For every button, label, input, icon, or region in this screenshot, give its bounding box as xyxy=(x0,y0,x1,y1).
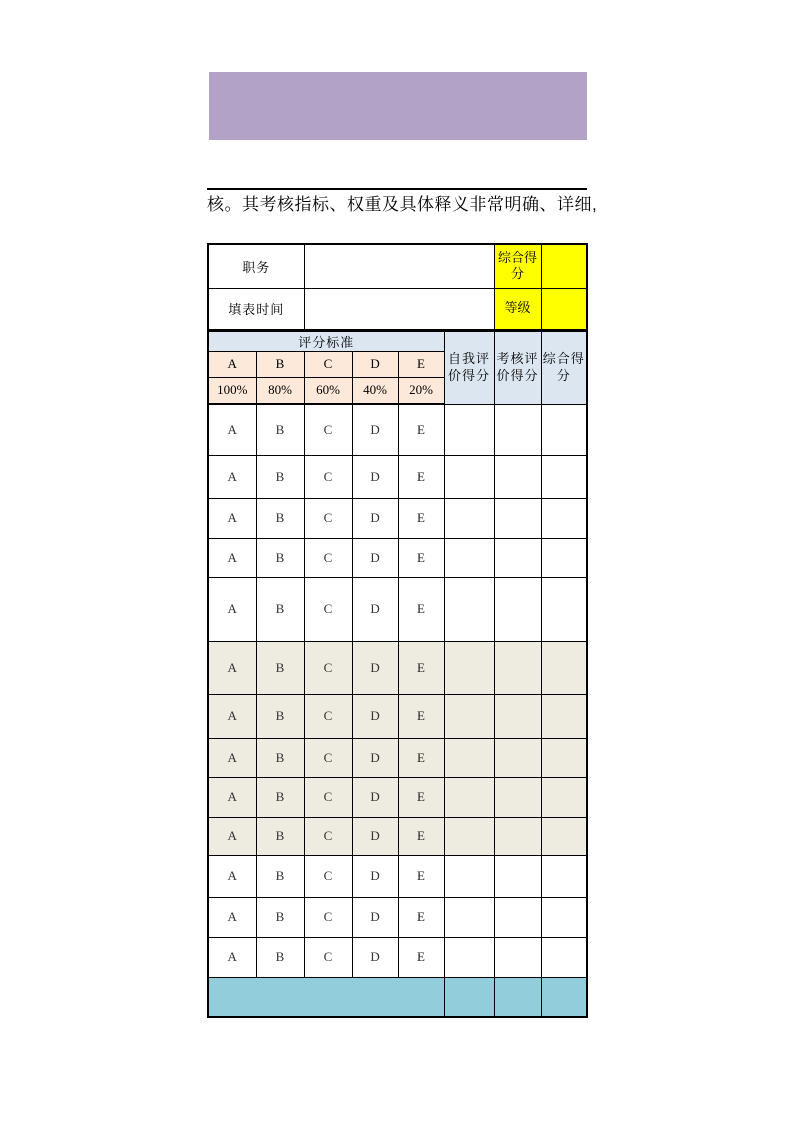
grade-option-cell[interactable]: C xyxy=(304,498,352,538)
review-score-cell[interactable] xyxy=(494,498,541,538)
date-value-cell[interactable] xyxy=(304,288,494,330)
grade-option-cell[interactable]: C xyxy=(304,455,352,498)
weight-header-cell: 60% xyxy=(304,377,352,404)
total-score-cell[interactable] xyxy=(541,404,587,455)
grade-option-cell[interactable]: A xyxy=(208,577,256,641)
review-score-cell[interactable] xyxy=(494,404,541,455)
total-score-cell[interactable] xyxy=(541,641,587,694)
grade-option-cell[interactable]: B xyxy=(256,538,304,577)
table-row xyxy=(208,694,587,738)
grade-option-cell[interactable]: E xyxy=(398,538,444,577)
position-row xyxy=(208,244,587,288)
grade-option-cell[interactable]: B xyxy=(256,738,304,777)
grade-option-cell[interactable]: A xyxy=(208,455,256,498)
table-row xyxy=(208,455,587,498)
grade-option-cell[interactable]: A xyxy=(208,694,256,738)
grade-option-cell[interactable]: E xyxy=(398,855,444,897)
self-score-cell[interactable] xyxy=(444,817,494,855)
date-label: 填表时间 xyxy=(208,288,304,330)
weight-header-cell: 40% xyxy=(352,377,398,404)
table-row xyxy=(208,777,587,817)
grade-option-cell[interactable]: C xyxy=(304,538,352,577)
review-score-cell[interactable] xyxy=(494,937,541,977)
review-score-column-header: 考核评价得分 xyxy=(494,330,541,404)
grade-option-cell[interactable]: B xyxy=(256,455,304,498)
grade-header-cell: D xyxy=(352,351,398,377)
self-score-cell[interactable] xyxy=(444,777,494,817)
grade-option-cell[interactable]: E xyxy=(398,937,444,977)
total-score-column-header: 综合得分 xyxy=(541,330,587,404)
grade-option-cell[interactable]: A xyxy=(208,538,256,577)
grade-option-cell[interactable]: B xyxy=(256,897,304,937)
grade-option-cell[interactable]: D xyxy=(352,817,398,855)
grade-option-cell[interactable]: C xyxy=(304,738,352,777)
footer-merged-cell xyxy=(208,977,444,1017)
grade-option-cell[interactable]: D xyxy=(352,404,398,455)
grade-option-cell[interactable]: D xyxy=(352,738,398,777)
grade-option-cell[interactable]: A xyxy=(208,937,256,977)
grade-option-cell[interactable]: E xyxy=(398,694,444,738)
self-score-cell[interactable] xyxy=(444,897,494,937)
grade-option-cell[interactable]: E xyxy=(398,455,444,498)
self-score-cell[interactable] xyxy=(444,577,494,641)
total-score-cell[interactable] xyxy=(541,777,587,817)
overall-score-label: 综合得分 xyxy=(494,244,541,288)
total-score-cell[interactable] xyxy=(541,694,587,738)
review-score-cell[interactable] xyxy=(494,694,541,738)
grade-option-cell[interactable]: D xyxy=(352,538,398,577)
grade-option-cell[interactable]: B xyxy=(256,855,304,897)
scoring-standard-title: 评分标准 xyxy=(208,330,444,351)
total-score-cell[interactable] xyxy=(541,455,587,498)
grade-option-cell[interactable]: B xyxy=(256,498,304,538)
grade-option-cell[interactable]: E xyxy=(398,641,444,694)
grade-option-cell[interactable]: C xyxy=(304,817,352,855)
grade-header-cell: B xyxy=(256,351,304,377)
grade-header-cell: E xyxy=(398,351,444,377)
self-score-cell[interactable] xyxy=(444,738,494,777)
weight-header-cell: 80% xyxy=(256,377,304,404)
date-row xyxy=(208,288,587,330)
position-label: 职务 xyxy=(208,244,304,288)
review-score-cell[interactable] xyxy=(494,855,541,897)
grade-option-cell[interactable]: B xyxy=(256,404,304,455)
grade-option-cell[interactable]: C xyxy=(304,777,352,817)
self-score-cell[interactable] xyxy=(444,404,494,455)
overall-score-value-cell[interactable] xyxy=(541,244,587,288)
grade-option-cell[interactable]: A xyxy=(208,738,256,777)
review-score-cell[interactable] xyxy=(494,777,541,817)
footer-total-score-cell[interactable] xyxy=(541,977,587,1017)
grade-option-cell[interactable]: D xyxy=(352,498,398,538)
review-score-cell[interactable] xyxy=(494,538,541,577)
self-score-cell[interactable] xyxy=(444,455,494,498)
grade-option-cell[interactable]: E xyxy=(398,817,444,855)
evaluation-table xyxy=(207,243,588,1018)
self-score-cell[interactable] xyxy=(444,937,494,977)
grade-option-cell[interactable]: D xyxy=(352,897,398,937)
grade-header-cell: A xyxy=(208,351,256,377)
table-row xyxy=(208,738,587,777)
grade-option-cell[interactable]: C xyxy=(304,577,352,641)
table-row xyxy=(208,577,587,641)
grade-option-cell[interactable]: E xyxy=(398,897,444,937)
grade-option-cell[interactable]: A xyxy=(208,855,256,897)
self-score-cell[interactable] xyxy=(444,498,494,538)
grade-option-cell[interactable]: E xyxy=(398,738,444,777)
total-score-cell[interactable] xyxy=(541,577,587,641)
review-score-cell[interactable] xyxy=(494,897,541,937)
total-score-cell[interactable] xyxy=(541,817,587,855)
grade-option-cell[interactable]: D xyxy=(352,455,398,498)
grade-header-cell: C xyxy=(304,351,352,377)
self-score-column-header: 自我评价得分 xyxy=(444,330,494,404)
review-score-cell[interactable] xyxy=(494,817,541,855)
grade-option-cell[interactable]: C xyxy=(304,855,352,897)
total-score-cell[interactable] xyxy=(541,937,587,977)
scoring-header-row xyxy=(208,330,587,351)
table-row xyxy=(208,855,587,897)
weight-header-cell: 20% xyxy=(398,377,444,404)
self-score-cell[interactable] xyxy=(444,694,494,738)
grade-option-cell[interactable]: D xyxy=(352,855,398,897)
intro-paragraph: 核。其考核指标、权重及具体释义非常明确、详细, xyxy=(207,188,587,217)
review-score-cell[interactable] xyxy=(494,577,541,641)
grade-option-cell[interactable]: C xyxy=(304,897,352,937)
grade-option-cell[interactable]: B xyxy=(256,937,304,977)
grade-option-cell[interactable]: A xyxy=(208,498,256,538)
table-row xyxy=(208,817,587,855)
table-row xyxy=(208,498,587,538)
position-value-cell[interactable] xyxy=(304,244,494,288)
grade-option-cell[interactable]: C xyxy=(304,937,352,977)
self-score-cell[interactable] xyxy=(444,641,494,694)
grade-option-cell[interactable]: A xyxy=(208,777,256,817)
grade-option-cell[interactable]: C xyxy=(304,641,352,694)
grade-option-cell[interactable]: E xyxy=(398,404,444,455)
weight-header-cell: 100% xyxy=(208,377,256,404)
grade-option-cell[interactable]: E xyxy=(398,777,444,817)
grade-option-cell[interactable]: D xyxy=(352,937,398,977)
footer-self-score-cell[interactable] xyxy=(444,977,494,1017)
grade-option-cell[interactable]: A xyxy=(208,641,256,694)
grade-value-cell[interactable] xyxy=(541,288,587,330)
grade-option-cell[interactable]: B xyxy=(256,577,304,641)
grade-option-cell[interactable]: C xyxy=(304,404,352,455)
table-row xyxy=(208,404,587,455)
title-banner xyxy=(209,72,587,140)
total-score-cell[interactable] xyxy=(541,538,587,577)
total-score-cell[interactable] xyxy=(541,498,587,538)
grade-option-cell[interactable]: C xyxy=(304,694,352,738)
table-row xyxy=(208,641,587,694)
self-score-cell[interactable] xyxy=(444,855,494,897)
grade-option-cell[interactable]: D xyxy=(352,641,398,694)
total-score-cell[interactable] xyxy=(541,855,587,897)
grade-option-cell[interactable]: A xyxy=(208,817,256,855)
table-row xyxy=(208,538,587,577)
grade-option-cell[interactable]: A xyxy=(208,897,256,937)
self-score-cell[interactable] xyxy=(444,538,494,577)
table-row xyxy=(208,937,587,977)
grade-option-cell[interactable]: D xyxy=(352,577,398,641)
grade-option-cell[interactable]: B xyxy=(256,694,304,738)
total-score-cell[interactable] xyxy=(541,897,587,937)
table-row xyxy=(208,897,587,937)
review-score-cell[interactable] xyxy=(494,455,541,498)
grade-option-cell[interactable]: B xyxy=(256,777,304,817)
grade-option-cell[interactable]: D xyxy=(352,777,398,817)
grade-option-cell[interactable]: E xyxy=(398,577,444,641)
grade-option-cell[interactable]: D xyxy=(352,694,398,738)
review-score-cell[interactable] xyxy=(494,738,541,777)
footer-row xyxy=(208,977,587,1017)
grade-option-cell[interactable]: B xyxy=(256,817,304,855)
grade-label: 等级 xyxy=(494,288,541,330)
footer-review-score-cell[interactable] xyxy=(494,977,541,1017)
grade-option-cell[interactable]: E xyxy=(398,498,444,538)
grade-option-cell[interactable]: B xyxy=(256,641,304,694)
total-score-cell[interactable] xyxy=(541,738,587,777)
review-score-cell[interactable] xyxy=(494,641,541,694)
grade-option-cell[interactable]: A xyxy=(208,404,256,455)
